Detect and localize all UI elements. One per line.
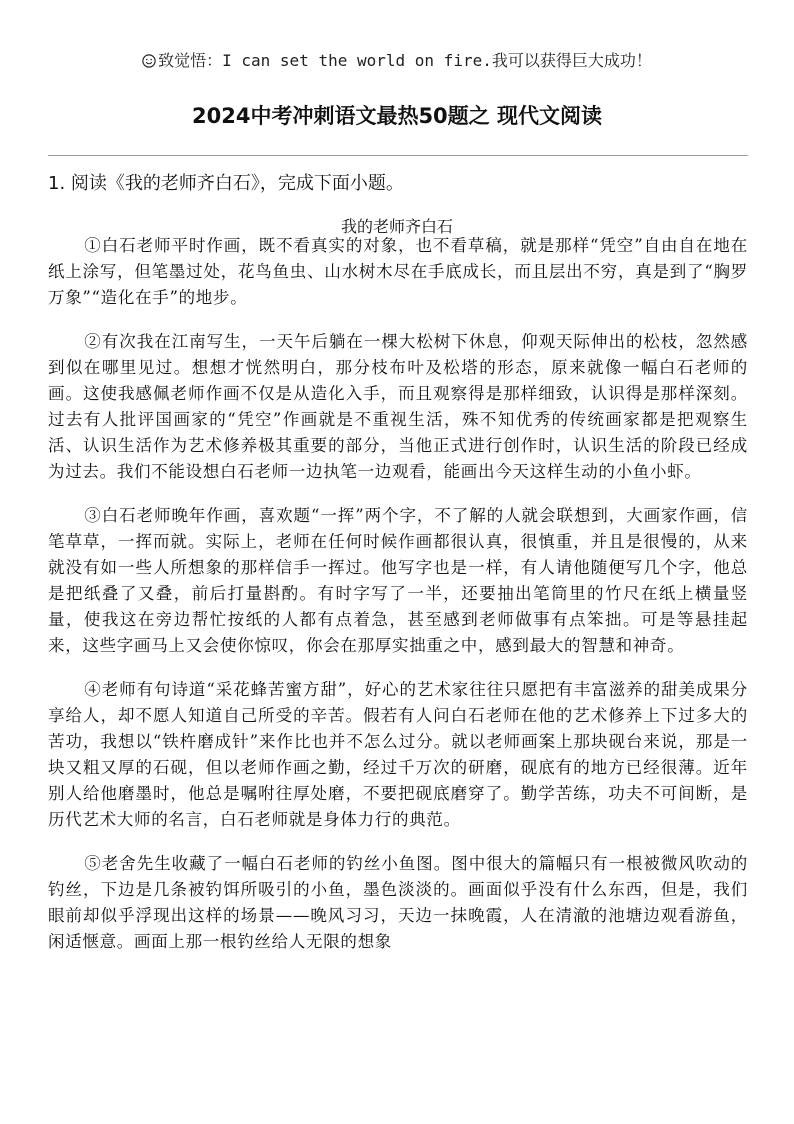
paragraph-5: ⑤老舍先生收藏了一幅白石老师的钓丝小鱼图。图中很大的篇幅只有一根被微风吹动的钓丝，下边是几条被钓饵所吸引的小鱼，墨色淡淡的。画面似乎没有什么东西，但是，我们眼前却似乎浮现出这样的场景——晚风习习，天边一抹晚霞，人在清澈的池塘边观看游鱼，闲适惬意。画面上那一根钓丝给人无限的想象	[48, 854, 748, 951]
paragraph-4: ④老师有句诗道“采花蜂苦蜜方甜”，好心的艺术家往往只愿把有丰富滋养的甜美成果分享给人，却不愿人知道自己所受的辛苦。假若有人问白石老师在他的艺术修养上下过多大的苦功，我想以“铁杵磨成针”来作比也并不怎么过分。就以老师画案上那块砚台来说，那是一块又粗又厚的石砚，但以老师作画之勤，经过千万次的研磨，砚底有的地方已经很薄。近年别人给他磨墨时，他总是嘱咐往厚处磨，不要把砚底磨穿了。勤学苦练，功夫不可间断，是历代艺术大师的名言，白石老师就是身体力行的典范。	[48, 680, 748, 829]
motto-text: 致觉悟：I can set the world on fire.我可以获得巨大成功！	[158, 51, 652, 70]
divider	[48, 155, 748, 156]
smile-icon	[142, 54, 156, 68]
article-title: 我的老师齐白石	[340, 217, 453, 236]
paragraph-3: ③白石老师晚年作画，喜欢题“一挥”两个字，不了解的人就会联想到，大画家作画，信笔草草，一挥而就。实际上，老师在任何时候作画都很认真，很慎重，并且是很慢的，从来就没有如一些人所想象的那样信手一挥过。他写字也是一样，有人请他随便写几个字，他总是把纸叠了又叠，前后打量斟酌。有时字写了一半，还要抽出笔筒里的竹尺在纸上横量竖量，使我这在旁边帮忙按纸的人都有点着急，甚至感到老师做事有点笨拙。可是等悬挂起来，这些字画马上又会使你惊叹，你会在那厚实拙重之中，感到最大的智慧和神奇。	[48, 506, 748, 655]
page-title: 2024中考冲刺语文最热50题之 现代文阅读	[192, 104, 602, 128]
article-body	[48, 233, 748, 973]
paragraph-2: ②有次我在江南写生，一天午后躺在一棵大松树下休息，仰观天际伸出的松枝，忽然感到似在哪里见过。想想才恍然明白，那分枝布叶及松塔的形态，原来就像一幅白石老师的画。这使我感佩老师作画不仅是从造化入手，而且观察得是那样细致，认识得是那样深刻。过去有人批评国画家的“凭空”作画就是不重视生活，殊不知优秀的传统画家都是把观察生活、认识生活作为艺术修养极其重要的部分，当他正式进行创作时，认识生活的阶段已经成为过去。我们不能设想白石老师一边执笔一边观看，能画出今天这样生动的小鱼小虾。	[48, 332, 748, 481]
motto-line	[0, 50, 794, 72]
question-prompt: 1. 阅读《我的老师齐白石》，完成下面小题。	[48, 173, 404, 194]
paragraph-1: ①白石老师平时作画，既不看真实的对象，也不看草稿，就是那样“凭空”自由自在地在纸上涂写，但笔墨过处，花鸟鱼虫、山水树木尽在手底成长，而且层出不穷，真是到了“胸罗万象”“造化在手”的地步。	[48, 236, 748, 307]
